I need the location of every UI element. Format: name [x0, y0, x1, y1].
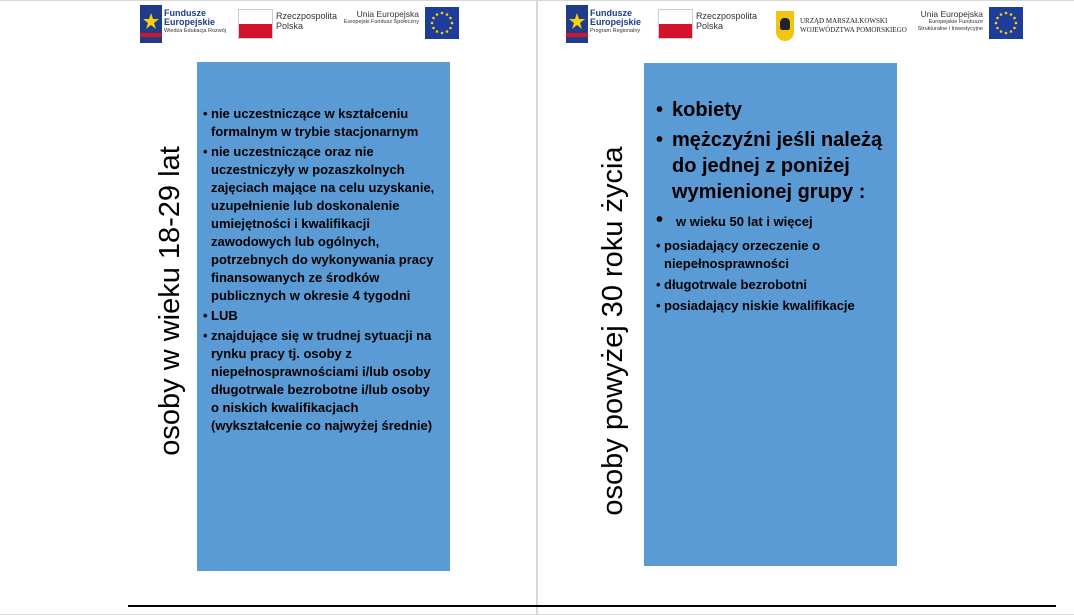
criteria-list-left: [203, 105, 441, 437]
unia-europejska-logo: [916, 7, 1023, 41]
list-item: • LUB: [203, 307, 441, 325]
um-line2: WOJEWÓDZTWA POMORSKIEGO: [800, 26, 907, 34]
polish-flag-icon: [238, 9, 273, 39]
unia-europejska-logo: [343, 7, 459, 41]
um-line1: URZĄD MARSZAŁKOWSKI: [800, 17, 888, 25]
fe-subtitle: Program Regionalny: [590, 28, 641, 34]
bottom-divider: [128, 605, 1056, 607]
fe-star-icon: [140, 5, 162, 43]
eu-subtitle: Europejski Fundusz Społeczny: [343, 19, 419, 25]
list-item: • znajdujące się w trudnej sytuacji na rynku pracy tj. osoby z niepełnosprawnościami i/lub osoby długotrwale bezrobotne i/lub osoby o niskich kwalifikacjach (wykształcenie co najwyżej średnie): [203, 327, 441, 435]
eu-flag-icon: [989, 7, 1023, 39]
fe-star-icon: [566, 5, 588, 43]
list-item: • nie uczestniczące w kształceniu formalnym w trybie stacjonarnym: [203, 105, 441, 141]
list-item: • nie uczestniczące oraz nie uczestniczyły w pozaszkolnych zajęciach mające na celu uzyskanie, uzupełnienie lub doskonalenie umiejętności i kwalifikacji zawodowych lub ogólnych, potrzebnych do wykonywania pracy finansowanych ze środków publicznych w okresie 4 tygodni: [203, 143, 441, 305]
eu-subtitle-2: Strukturalne i Inwestycyjne: [917, 26, 983, 32]
eu-title: Unia Europejska: [356, 9, 419, 19]
polish-flag-icon: [658, 9, 693, 39]
list-item: • posiadający orzeczenie o niepełnosprawności: [656, 237, 892, 273]
eu-subtitle-1: Europejskie Fundusze: [928, 19, 983, 25]
pomorskie-crest-icon: [776, 11, 794, 41]
vertical-title-right: osoby powyżej 30 roku życia: [597, 146, 629, 516]
fe-title: Fundusze Europejskie: [164, 8, 216, 27]
eu-flag-icon: [425, 7, 459, 39]
eu-title: Unia Europejska: [920, 9, 983, 19]
criteria-list-right: [656, 97, 892, 318]
list-item: • w wieku 50 lat i więcej: [656, 213, 892, 231]
criteria-box-right: [644, 63, 897, 566]
pl-label: Rzeczpospolita Polska: [276, 11, 338, 31]
list-item: • posiadający niskie kwalifikacje: [656, 297, 892, 315]
slide-right: [537, 0, 1074, 615]
vertical-title-left: osoby w wieku 18-29 lat: [154, 146, 186, 456]
list-item: • kobiety: [656, 97, 892, 123]
fe-subtitle: Wiedza Edukacja Rozwój: [164, 28, 227, 34]
criteria-box-left: [197, 62, 450, 571]
fe-title: Fundusze Europejskie: [590, 8, 642, 27]
pl-label: Rzeczpospolita Polska: [696, 11, 758, 31]
list-item: • mężczyźni jeśli należą do jednej z poniżej wymienionej grupy :: [656, 127, 892, 205]
list-item: • długotrwale bezrobotni: [656, 276, 892, 294]
